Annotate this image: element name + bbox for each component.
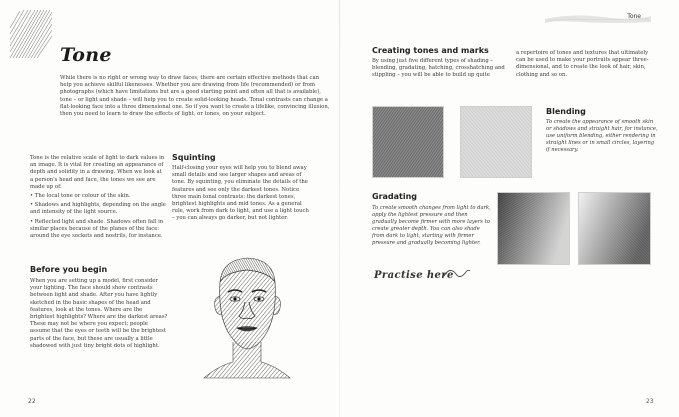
page-number-right: 23 <box>646 398 654 405</box>
blending-swatch-dark <box>372 106 444 178</box>
before-you-begin-heading: Before you begin <box>30 265 108 274</box>
squinting-heading: Squinting <box>172 153 216 162</box>
page-title: Tone <box>60 44 112 66</box>
page-gutter <box>339 0 340 417</box>
practise-here-label: Practise here <box>374 270 454 281</box>
before-you-begin-text: When you are setting up a model, first consider your lighting. The face should show contrasts between light and shade. After you have lightly sketched in the basic shapes of the head and features, look at the tones. Where are the brightest highlights? Where are the darkest areas? These may not be where you expect; people assume that the eyes or teeth will be the brightest parts of the face, but these are usually a little shadowed with just tiny bright dots of highlight. <box>30 278 168 349</box>
intro-paragraph <box>60 75 330 118</box>
tone-definition-text: Tone is the relative scale of light to dark values in an image. It is vital for creating an appearance of depth and solidity in a drawing. When we look at a person's head and face, the tones we see are made up of: <box>30 155 165 190</box>
page-number-left: 22 <box>28 398 36 405</box>
creating-tones-heading: Creating tones and marks <box>372 46 489 55</box>
swirl-arrow-icon <box>442 264 472 284</box>
portrait-sketch-illustration <box>198 252 296 382</box>
gradating-heading: Gradating <box>372 192 418 201</box>
tone-definition-column <box>30 155 166 240</box>
intro-text: While there is no right or wrong way to draw faces, there are certain effective methods that can help you achieve skilful likenesses. Whether you are drawing from life (recommended) or from photographs (which have limitations but are a good starting point and often all that is available), tone – or light and shade – will help you to create solid-looking heads. Tonal contrasts can change a flat-looking face into a three dimensional one. So if you want to create a lifelike, convincing illusion, then you need to learn to draw the effects of light, or tones, on your subject. <box>60 75 330 118</box>
blending-heading: Blending <box>546 107 586 116</box>
bullet-local-tone: • The local tone or colour of the skin. <box>30 193 131 200</box>
squinting-text: Half-closing your eyes will help you to blend away small details and see larger shapes and areas of tone. By squinting, you eliminate the details of the features and see only the darkest tones. Notice three main tonal contrasts: the darkest tones, brightest highlights and mid tones. As a general rule, work from dark to light, and use a light touch – you can always go darker, but not lighter. <box>172 165 309 222</box>
creating-tones-text-2: a repertoire of tones and textures that ultimately can be used to make your portraits appear three-dimensional, and to create the look of hair, skin, clothing and so on. <box>516 50 649 78</box>
blending-swatch-light <box>460 106 532 178</box>
bullet-reflected-light: • Reflected light and shade. Shadows often fall in similar places because of the planes of the face: around the eye sockets and nostrils, for instance. <box>30 218 164 240</box>
gradating-swatch-light-to-dark <box>578 192 651 265</box>
gradating-text: To create smooth changes from light to dark, apply the lightest pressure and then gradually become firmer with more layers to create greater depth. You can also shade from dark to light, starting with firmer pressure and gradually becoming lighter. <box>372 205 491 247</box>
creating-tones-text-1: By using just five different types of shading – blending, gradating, hatching, crosshatching and stippling – you will be able to build up quite <box>372 58 505 79</box>
bullet-shadows-highlights: • Shadows and highlights, depending on the angle and intensity of the light source. <box>30 202 166 216</box>
gradating-swatch-dark-to-light <box>497 192 570 265</box>
hatch-corner-graphic <box>8 8 54 60</box>
blending-text: To create the appearance of smooth skin or shadows and straight hair, for instance, use uniform blending, either rendering in straight lines or in small circles, layering if necessary. <box>546 119 658 154</box>
chapter-label: Tone <box>627 13 641 20</box>
